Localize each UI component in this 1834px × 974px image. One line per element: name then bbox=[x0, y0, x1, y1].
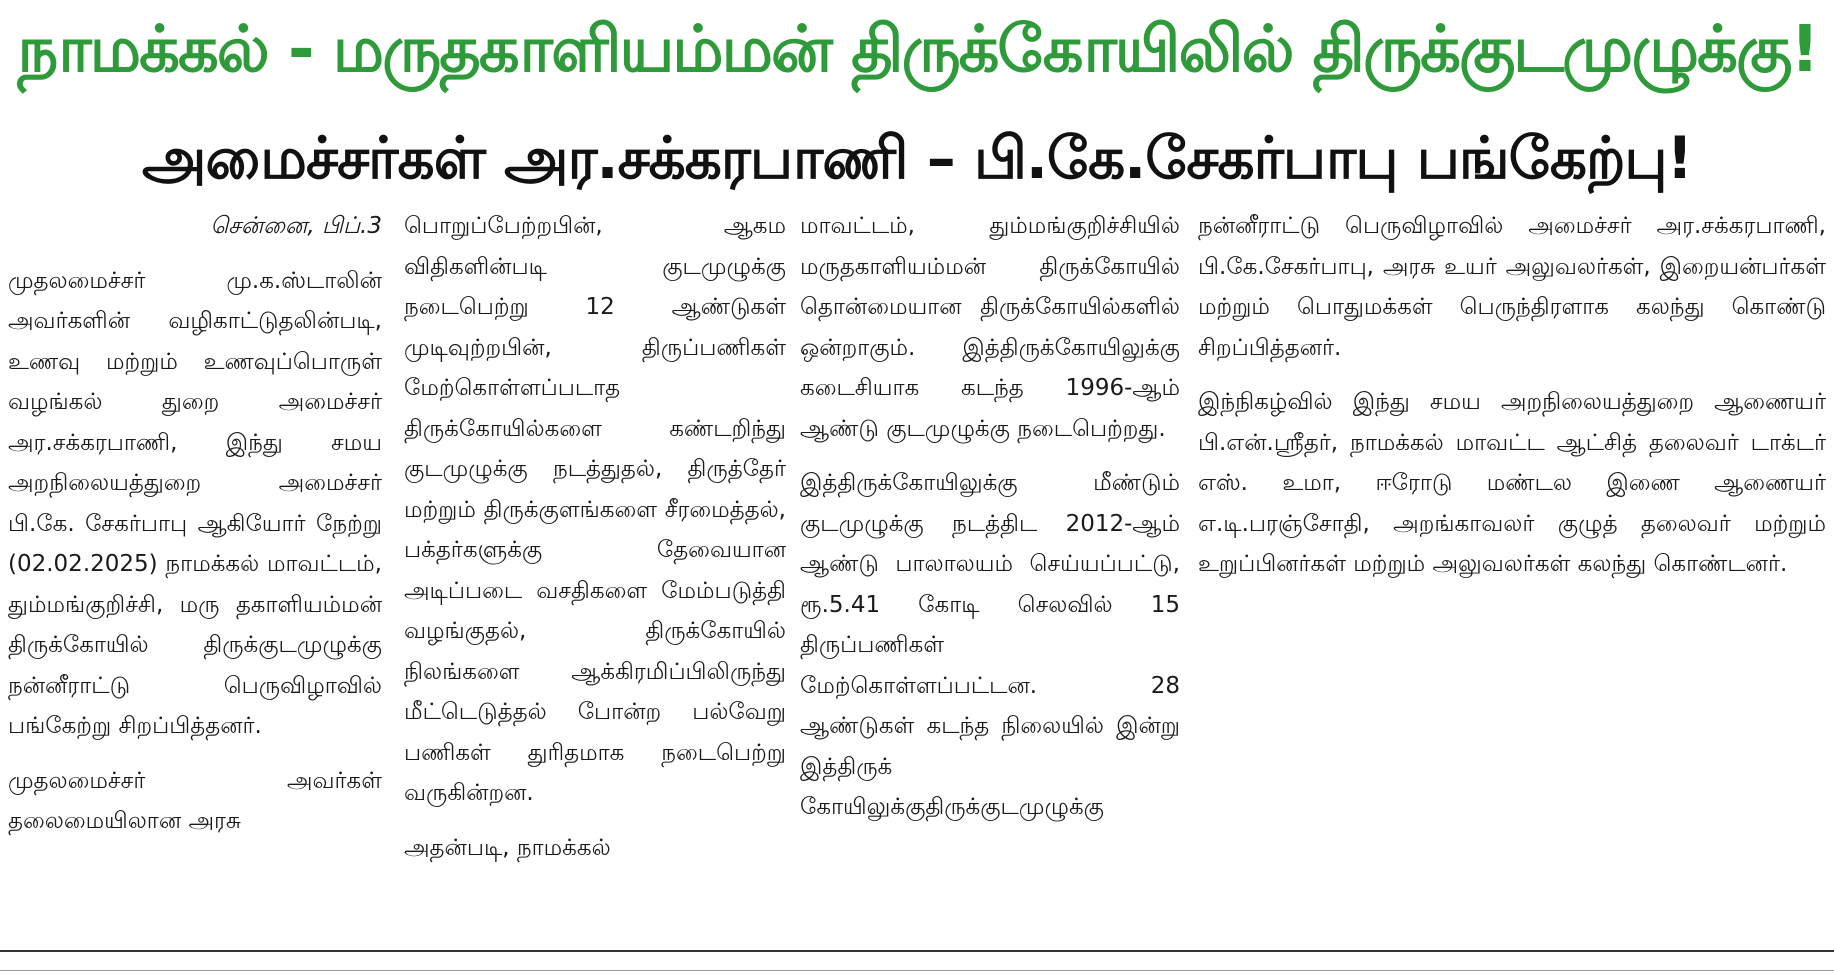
headline bbox=[0, 0, 1834, 108]
subheadline bbox=[0, 118, 1834, 206]
paragraph: முதலமைச்சர் அவர்கள் தலைமையிலான அரசு bbox=[8, 767, 382, 834]
article-body bbox=[0, 206, 1834, 946]
paragraph: மாவட்டம், தும்மங்குறிச்சியில் மருதகாளியம்மன் திருக்கோயில் தொன்மையான திருக்கோயில்களில் ஒன்றாகும். இத்திருக்கோயிலுக்கு கடைசியாக கடந்த 1996-ஆம் ஆண்டு குடமுழுக்கு நடைபெற்றது. bbox=[800, 213, 1180, 442]
paragraph: இந்நிகழ்வில் இந்து சமய அறநிலையத்துறை ஆணையர் பி.என்.ஸ்ரீதர், நாமக்கல் மாவட்ட ஆட்சித் தலைவர் டாக்டர் எஸ். உமா, ஈரோடு மண்டல இணை ஆணையர் எ.டி.பரஞ்சோதி, அறங்காவலர் குழுத் தலைவர் மற்றும் உறுப்பினர்கள் மற்றும் அலுவலர்கள் கலந்து கொண்டனர். bbox=[1198, 389, 1826, 577]
paragraph: அதன்படி, நாமக்கல் bbox=[404, 834, 611, 861]
paragraph: இத்திருக்கோயிலுக்கு மீண்டும் குடமுழுக்கு நடத்திட 2012-ஆம் ஆண்டு பாலாலயம் செய்யப்பட்டு, ரூ.5.41 கோடி செலவில் 15 திருப்பணிகள் மேற்கொள்ளப்பட்டன. 28 ஆண்டுகள் கடந்த நிலையில் இன்று இத்திருக் கோயிலுக்குதிருக்குடமுழுக்கு bbox=[800, 470, 1180, 820]
article-column-1 bbox=[8, 206, 382, 946]
dateline: சென்னை, பிப்.3 bbox=[210, 213, 382, 239]
paragraph: முதலமைச்சர் மு.க.ஸ்டாலின் அவர்களின் வழிகாட்டுதலின்படி, உணவு மற்றும் உணவுப்பொருள் வழங்கல் துறை அமைச்சர் அர.சக்கரபாணி, இந்து சமய அறநிலையத்துறை அமைச்சர் பி.கே. சேகர்பாபு ஆகியோர் நேற்று (02.02.2025) நாமக்கல் மாவட்டம், தும்மங்குறிச்சி, மரு தகாளியம்மன் திருக்கோயில் திருக்குடமுழுக்கு நன்னீராட்டு பெருவிழாவில் பங்கேற்று சிறப்பித்தனர். bbox=[8, 267, 382, 739]
paragraph: பொறுப்பேற்றபின், ஆகம விதிகளின்படி குடமுழுக்கு நடைபெற்று 12 ஆண்டுகள் முடிவுற்றபின், திருப்பணிகள் மேற்கொள்ளப்படாத திருக்கோயில்களை கண்டறிந்து குடமுழுக்கு நடத்துதல், திருத்தேர் மற்றும் திருக்குளங்களை சீரமைத்தல், பக்தர்களுக்கு தேவையான அடிப்படை வசதிகளை மேம்படுத்தி வழங்குதல், திருக்கோயில் நிலங்களை ஆக்கிரமிப்பிலிருந்து மீட்டெடுத்தல் போன்ற பல்வேறு பணிகள் துரிதமாக நடைபெற்று வருகின்றன. bbox=[404, 213, 786, 806]
bottom-rule bbox=[0, 950, 1834, 971]
article-column-4 bbox=[1198, 206, 1826, 946]
headline-text: நாமக்கல் - மருதகாளியம்மன் திருக்கோயிலில் திருக்குடமுழுக்கு! bbox=[17, 13, 1817, 87]
subheadline-text: அமைச்சர்கள் அர.சக்கரபாணி – பி.கே.சேகர்பாபு பங்கேற்பு! bbox=[141, 124, 1693, 192]
article-column-2 bbox=[404, 206, 786, 946]
paragraph: நன்னீராட்டு பெருவிழாவில் அமைச்சர் அர.சக்கரபாணி, பி.கே.சேகர்பாபு, அரசு உயர் அலுவலர்கள், இறையன்பர்கள் மற்றும் பொதுமக்கள் பெருந்திரளாக கலந்து கொண்டு சிறப்பித்தனர். bbox=[1198, 213, 1826, 361]
article-column-3 bbox=[800, 206, 1180, 946]
